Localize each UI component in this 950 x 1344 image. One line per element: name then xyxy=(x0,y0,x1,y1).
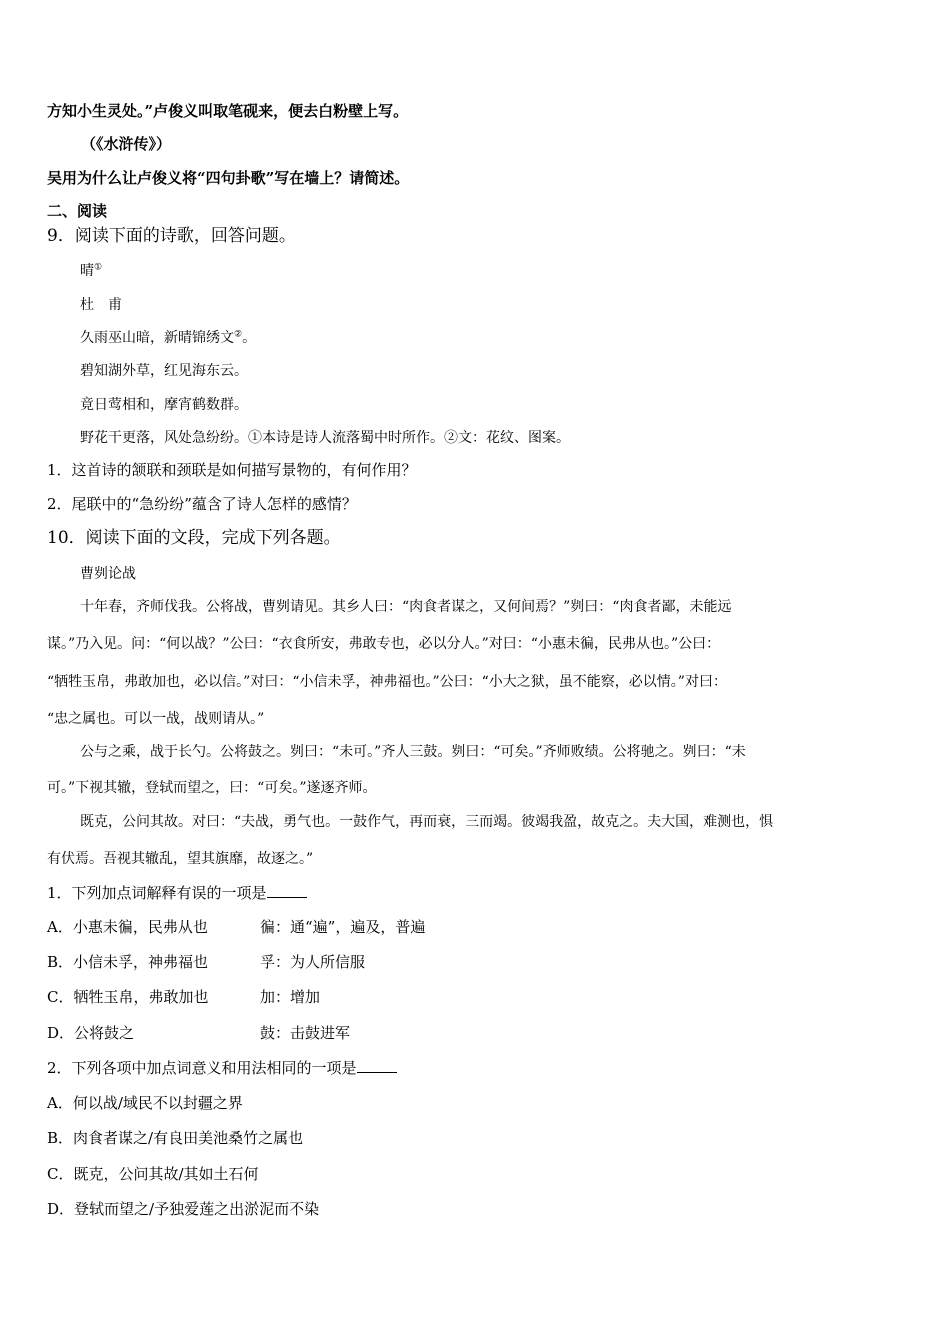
passage-line: 公与之乘，战于长勺。公将鼓之。刿曰：“未可。”齐人三鼓。刿曰：“可矣。”齐师败绩。公将驰之。刿曰：“未 xyxy=(80,744,746,760)
poem-title-text: 晴 xyxy=(80,263,94,279)
option-b: B．肉食者谋之/有良田美池桑竹之属也 xyxy=(47,1129,304,1147)
answer-blank xyxy=(357,1071,397,1073)
poem-line: 竟日莺相和，摩宵鹤数群。 xyxy=(80,397,248,413)
question-10-prompt: 10．阅读下面的文段，完成下列各题。 xyxy=(47,528,341,548)
poem-line-end: 。 xyxy=(242,330,257,346)
poem-title xyxy=(80,264,102,278)
option-c: C．牺牲玉帛，弗敢加也 xyxy=(47,988,209,1006)
passage-line: 既克，公问其故。对曰：“夫战，勇气也。一鼓作气，再而衰，三而竭。彼竭我盈，故克之。夫大国，难测也，惧 xyxy=(80,814,774,830)
source-citation: （《水浒传》） xyxy=(81,135,172,153)
poem-line-text: 久雨巫山暗，新晴锦绣文 xyxy=(80,330,234,346)
sub-question: 2．尾联中的“急纷纷”蕴含了诗人怎样的感情？ xyxy=(47,495,357,513)
poem-line: 碧知湖外草，红见海东云。 xyxy=(80,363,248,379)
option-a-gloss: 徧：通“遍”，遍及，普遍 xyxy=(260,918,426,936)
sub-question-text: 2．下列各项中加点词意义和用法相同的一项是 xyxy=(47,1059,357,1077)
poem-author: 杜 甫 xyxy=(80,297,122,313)
passage-line: 有伏焉。吾视其辙乱，望其旗靡，故逐之。” xyxy=(47,851,314,867)
text-line: 方知小生灵处。”卢俊义叫取笔砚来，便去白粉壁上写。 xyxy=(47,102,409,120)
answer-blank xyxy=(267,896,307,898)
question-9-prompt: 9．阅读下面的诗歌，回答问题。 xyxy=(47,226,296,246)
option-a: A．小惠未徧，民弗从也 xyxy=(47,918,208,936)
section-heading: 二、阅读 xyxy=(47,202,108,220)
option-b: B．小信未孚，神弗福也 xyxy=(47,953,209,971)
footnote-marker: ② xyxy=(234,329,243,340)
passage-line: 谋。”乃入见。问：“何以战？”公曰：“衣食所安，弗敢专也，必以分人。”对曰：“小惠未徧，民弗从也。”公曰： xyxy=(47,636,721,652)
option-d: D．公将鼓之 xyxy=(47,1024,135,1042)
poem-line xyxy=(80,331,256,345)
passage-title: 曹刿论战 xyxy=(80,566,136,582)
option-d-gloss: 鼓：击鼓进军 xyxy=(260,1024,351,1042)
sub-question-text: 1．下列加点词解释有误的一项是 xyxy=(47,884,267,902)
passage-line: “忠之属也。可以一战，战则请从。” xyxy=(47,711,265,727)
sub-question: 1．这首诗的颔联和颈联是如何描写景物的，有何作用？ xyxy=(47,461,417,479)
passage-line: 可。”下视其辙，登轼而望之，曰：“可矣。”遂逐齐师。 xyxy=(47,780,377,796)
footnote-marker: ① xyxy=(94,262,103,273)
option-b-gloss: 孚：为人所信服 xyxy=(260,953,366,971)
sub-question xyxy=(47,886,307,901)
option-d: D．登轼而望之/予独爱莲之出淤泥而不染 xyxy=(47,1200,320,1218)
passage-line: 十年春，齐师伐我。公将战，曹刿请见。其乡人曰：“肉食者谋之，又何间焉？”刿曰：“肉食者鄙，未能远 xyxy=(80,599,732,615)
option-c: C．既克，公问其故/其如土石何 xyxy=(47,1165,259,1183)
passage-line: “牺牲玉帛，弗敢加也，必以信。”对曰：“小信未孚，神弗福也。”公曰：“小大之狱，虽不能察，必以情。”对曰： xyxy=(47,674,727,690)
option-a: A．何以战/域民不以封疆之界 xyxy=(47,1094,243,1112)
question-text: 吴用为什么让卢俊义将“四句卦歌”写在墙上？请简述。 xyxy=(47,169,410,187)
sub-question xyxy=(47,1061,397,1076)
option-c-gloss: 加：增加 xyxy=(260,988,321,1006)
poem-line-with-notes: 野花干更落，风处急纷纷。①本诗是诗人流落蜀中时所作。②文：花纹、图案。 xyxy=(80,430,570,446)
